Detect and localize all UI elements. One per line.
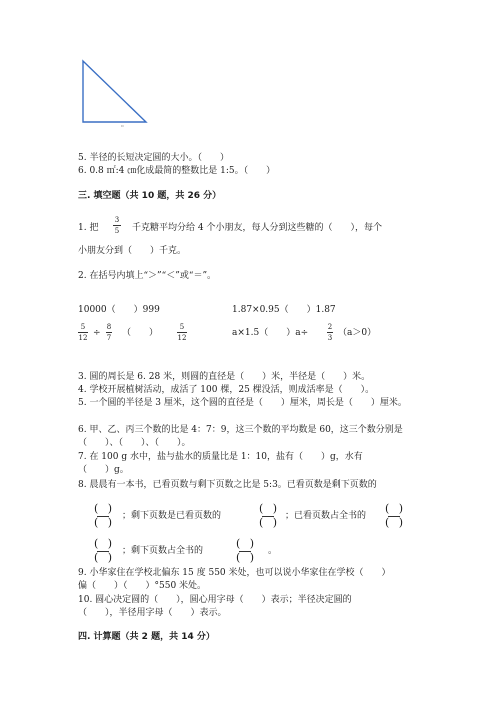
c-num3: 5 [179, 323, 185, 331]
q8-blank-fraction-1[interactable]: ( ) ( ) [94, 502, 112, 529]
compare-d-post: （a＞0） [338, 328, 377, 338]
q8-blank-fraction-4[interactable]: ( ) ( ) [94, 537, 112, 564]
section3-title: 三. 填空题（共 10 题，共 26 分） [78, 191, 222, 201]
c-den3: 12 [177, 334, 187, 342]
compare-d-frac [327, 323, 333, 342]
fill-q5: 5. 一个圆的半径是 3 厘米，这个圆的直径是（ ）厘米，周长是（ ）厘米。 [78, 398, 407, 408]
d-num: 2 [327, 323, 333, 331]
q8-row2-text: ；剩下页数占全书的 [122, 546, 204, 556]
compare-d-pre: a×1.5（ ）a÷ [232, 328, 309, 338]
q8-row1-text-a: ；剩下页数是已看页数的 [122, 511, 222, 521]
fill-q8: 8. 晨晨有一本书，已看页数与剩下页数之比是 5:3。已看页数是剩下页数的 [78, 480, 377, 490]
fill-q4: 4. 学校开展植树活动，成活了 100 棵，25 棵没活，则成活率是（ ）。 [78, 385, 375, 395]
right-angle-mark: ▫ [121, 123, 124, 128]
d-den: 3 [327, 334, 333, 342]
fill-q1-fraction [113, 216, 121, 235]
compare-c-op: ÷ [93, 328, 101, 338]
fill-q9-line2: 偏（ ）（ ）°550 米处。 [78, 581, 207, 591]
judge-q5: 5. 半径的长短决定圆的大小。（ ） [78, 153, 229, 163]
q8-blank-fraction-3[interactable]: ( ) ( ) [385, 502, 403, 529]
compare-c-frac2 [106, 323, 112, 342]
compare-a: 10000（ ）999 [78, 305, 160, 315]
q8-blank-fraction-2[interactable]: ( ) ( ) [259, 502, 277, 529]
compare-c-frac1 [78, 323, 88, 342]
frac-den: 5 [114, 227, 120, 235]
judge-q6: 6. 0.8 ㎡:4 ㎝化成最简的整数比是 1:5。（ ） [78, 166, 276, 176]
fill-q1-post: 千克糖平均分给 4 个小朋友，每人分到这些糖的（ ），每个 [132, 223, 382, 233]
fill-q3: 3. 圆的周长是 6. 28 米，则圆的直径是（ ）米，半径是（ ）米。 [78, 372, 371, 382]
compare-c-blank: （ ） [122, 328, 159, 338]
q8-row1-text-b: ；已看页数占全书的 [285, 511, 367, 521]
q8-row2-end: 。 [268, 546, 278, 556]
compare-c-frac3 [177, 323, 187, 342]
compare-b: 1.87×0.95（ ）1.87 [232, 305, 336, 315]
fill-q10-line1: 10. 圆心决定圆的（ ），圆心用字母（ ）表示；半径决定圆的 [78, 595, 352, 605]
c-num2: 8 [106, 323, 112, 331]
fill-q7-line2: （ ）g。 [78, 465, 129, 475]
fill-q2: 2. 在括号内填上“＞”“＜”或“＝”。 [78, 271, 217, 281]
c-den2: 7 [106, 334, 112, 342]
fill-q1-pre: 1. 把 [78, 223, 99, 233]
c-num1: 5 [80, 323, 86, 331]
frac-num: 3 [114, 216, 120, 224]
c-den1: 12 [78, 334, 88, 342]
fill-q1-line2: 小朋友分到（ ）千克。 [78, 246, 187, 256]
fill-q7-line1: 7. 在 100 g 水中，盐与盐水的质量比是 1：10，盐有（ ）g，水有 [78, 452, 363, 462]
fill-q6-line2: （ ）、（ ）、（ ）。 [78, 438, 191, 448]
fill-q6-line1: 6. 甲、乙、丙三个数的比是 4：7：9，这三个数的平均数是 60，这三个数分别是 [78, 425, 403, 435]
q8-blank-fraction-5[interactable]: ( ) ( ) [236, 537, 254, 564]
fill-q10-line2: （ ），半径用字母（ ）表示。 [78, 608, 227, 618]
fill-q9-line1: 9. 小华家住在学校北偏东 15 度 550 米处，也可以说小华家住在学校（ ） [78, 568, 391, 578]
right-triangle-figure [76, 56, 156, 128]
section4-title: 四. 计算题（共 2 题，共 14 分） [78, 632, 215, 642]
